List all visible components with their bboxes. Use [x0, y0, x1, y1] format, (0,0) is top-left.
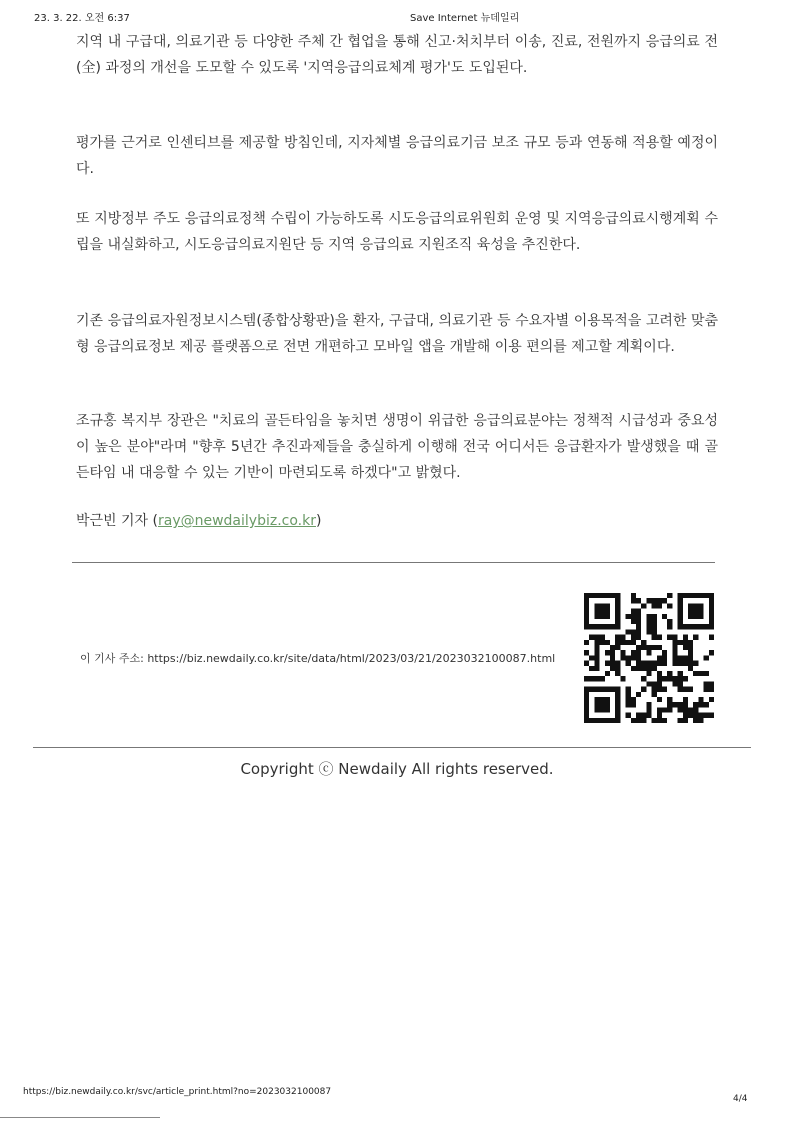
print-header-title: Save Internet 뉴데일리	[410, 13, 520, 24]
article-url: 이 기사 주소: https://biz.newdaily.co.kr/site/data/html/2023/03/21/2023032100087.html	[80, 652, 556, 665]
page-number: 4/4	[733, 1094, 748, 1104]
reporter-email-link[interactable]: ray@newdailybiz.co.kr	[157, 513, 316, 529]
print-date: 23. 3. 22. 오전 6:37	[34, 13, 130, 24]
byline	[76, 508, 321, 534]
article-paragraph: 평가를 근거로 인센티브를 제공할 방침인데, 지자체별 응급의료기금 보조 규모 등과 연동해 적용할 예정이다.	[76, 135, 718, 177]
qr-code-icon	[584, 593, 714, 723]
divider	[72, 562, 715, 563]
article-paragraph: 기존 응급의료자원정보시스템(종합상황판)을 환자, 구급대, 의료기관 등 수요자별 이용목적을 고려한 맞춤형 응급의료정보 제공 플랫폼으로 전면 개편하고 모바일 앱을 개발해 이용 편의를 제고할 계획이다.	[76, 313, 718, 355]
article-paragraph: 또 지방정부 주도 응급의료정책 수립이 가능하도록 시도응급의료위원회 운영 및 지역응급의료시행계획 수립을 내실화하고, 시도응급의료지원단 등 지역 응급의료 지원조직 육성을 추진한다.	[76, 211, 718, 253]
article-paragraph: 지역 내 구급대, 의료기관 등 다양한 주체 간 협업을 통해 신고·처치부터 이송, 진료, 전원까지 응급의료 전(全) 과정의 개선을 도모할 수 있도록 '지역응급의료체계 평가'도 도입된다.	[76, 34, 718, 76]
byline-close: )	[315, 513, 322, 529]
divider	[33, 747, 751, 748]
footer-rule	[0, 1117, 160, 1118]
copyright-notice: Copyright ⓒ Newdaily All rights reserved.	[240, 760, 554, 778]
article-paragraph: 조규홍 복지부 장관은 "치료의 골든타임을 놓치면 생명이 위급한 응급의료분야는 정책적 시급성과 중요성이 높은 분야"라며 "향후 5년간 추진과제들을 충실하게 이행해 전국 어디서든 응급환자가 발생했을 때 골든타임 내 대응할 수 있는 기반이 마련되도록 하겠다"고 밝혔다.	[76, 413, 718, 481]
footer-url: https://biz.newdaily.co.kr/svc/article_print.html?no=2023032100087	[23, 1087, 332, 1097]
reporter-name: 박근빈 기자 (	[76, 513, 158, 529]
